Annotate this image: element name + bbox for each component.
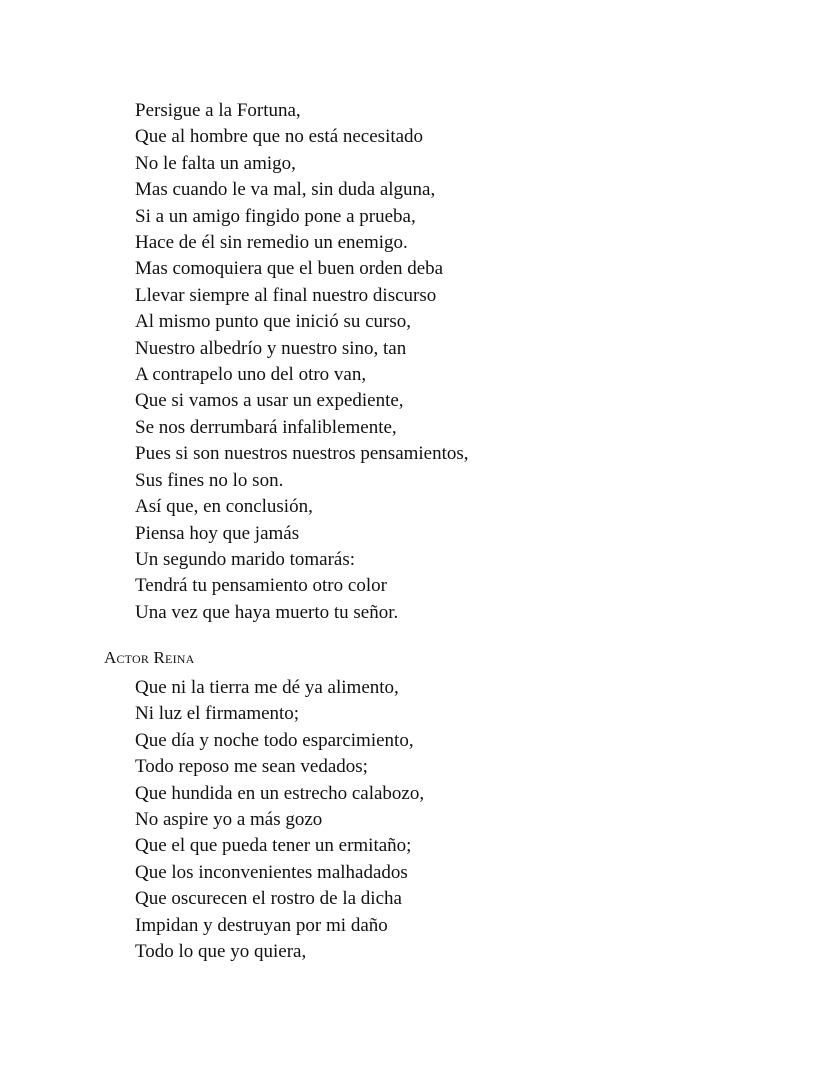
verse-line: Mas cuando le va mal, sin duda alguna,	[135, 179, 436, 201]
verse-line: No le falta un amigo,	[135, 152, 296, 174]
verse-line: Que ni la tierra me dé ya alimento,	[135, 677, 399, 698]
verse-line: Una vez que haya muerto tu señor.	[135, 601, 399, 623]
speaker-name: Actor Reina	[104, 648, 195, 667]
verse-line: Todo reposo me sean vedados;	[135, 756, 368, 778]
verse-stanza	[135, 675, 424, 965]
verse-line: Si a un amigo fingido pone a prueba,	[135, 205, 416, 227]
verse-line: Que los inconvenientes malhadados	[135, 861, 408, 883]
verse-line: Llevar siempre al final nuestro discurso	[135, 284, 437, 306]
verse-stanza	[135, 98, 469, 626]
verse-line: No aspire yo a más gozo	[135, 809, 323, 831]
verse-line: Un segundo marido tomarás:	[135, 548, 356, 570]
verse-line: Al mismo punto que inició su curso,	[135, 311, 412, 333]
verse-line: Así que, en conclusión,	[135, 496, 313, 518]
verse-line: Todo lo que yo quiera,	[135, 941, 307, 963]
verse-line: Se nos derrumbará infaliblemente,	[135, 416, 397, 438]
verse-line: Que el que pueda tener un ermitaño;	[135, 835, 412, 857]
verse-line: Nuestro albedrío y nuestro sino, tan	[135, 337, 407, 359]
verse-line: Piensa hoy que jamás	[135, 522, 300, 544]
verse-line: Que oscurecen el rostro de la dicha	[135, 888, 402, 910]
verse-line: Persigue a la Fortuna,	[135, 100, 301, 121]
verse-line: Pues si son nuestros nuestros pensamientos,	[135, 443, 469, 465]
verse-line: Que al hombre que no está necesitado	[135, 126, 424, 148]
verse-line: Tendrá tu pensamiento otro color	[135, 575, 387, 597]
verse-line: Hace de él sin remedio un enemigo.	[135, 232, 408, 254]
verse-line: Sus fines no lo son.	[135, 469, 284, 491]
verse-line: Que si vamos a usar un expediente,	[135, 390, 404, 412]
verse-line: Que hundida en un estrecho calabozo,	[135, 782, 425, 804]
verse-line: A contrapelo uno del otro van,	[135, 364, 367, 386]
verse-line: Impidan y destruyan por mi daño	[135, 914, 388, 936]
verse-line: Que día y noche todo esparcimiento,	[135, 729, 414, 751]
verse-line: Ni luz el firmamento;	[135, 703, 300, 725]
verse-line: Mas comoquiera que el buen orden deba	[135, 258, 444, 280]
